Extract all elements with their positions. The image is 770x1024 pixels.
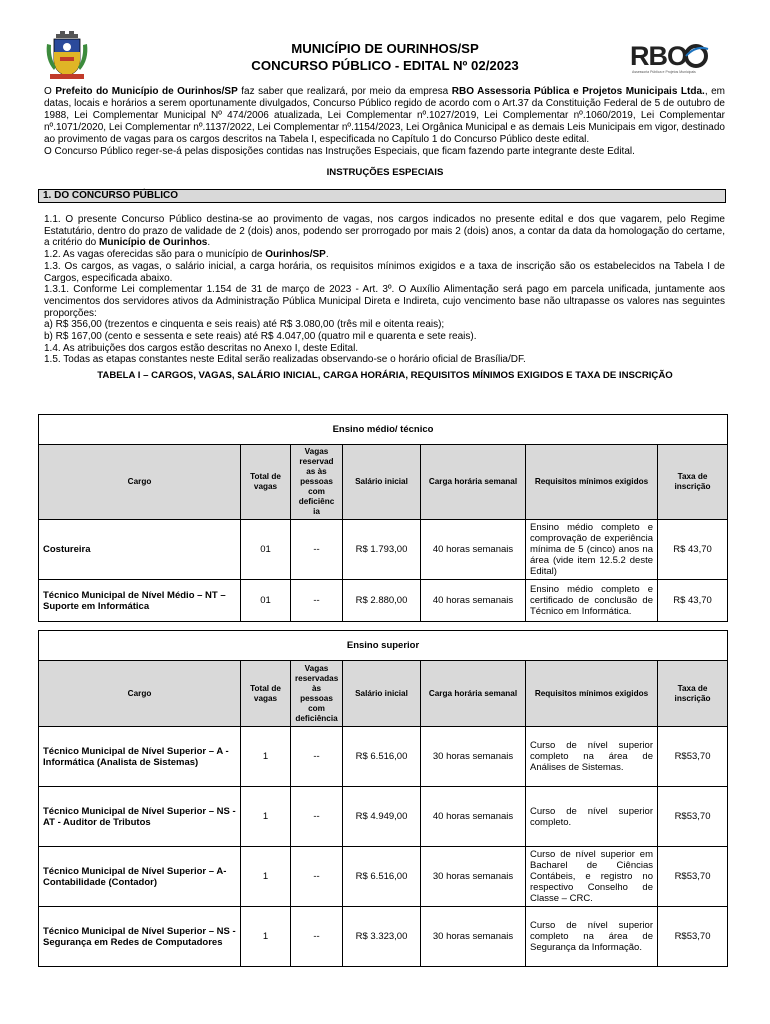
table-caption: Ensino superior bbox=[39, 631, 728, 661]
cell-taxa: R$53,70 bbox=[658, 847, 728, 907]
table-caption: Ensino médio/ técnico bbox=[39, 415, 728, 445]
cell-carga: 40 horas semanais bbox=[421, 580, 526, 622]
intro-paragraph-2: O Concurso Público reger-se-á pelas disposições contidas nas Instruções Especiais, que ficam fazendo parte integrante deste Edital. bbox=[44, 146, 635, 158]
cell-salario: R$ 6.516,00 bbox=[343, 727, 421, 787]
cell-reservadas: -- bbox=[291, 787, 343, 847]
cell-total: 1 bbox=[241, 787, 291, 847]
cell-requisitos: Ensino médio completo e comprovação de experiência mínima de 5 (cinco) anos na área (vide item 12.5.2 deste Edital) bbox=[526, 520, 658, 580]
table-row bbox=[39, 787, 728, 847]
table-row bbox=[39, 907, 728, 967]
cell-requisitos: Curso de nível superior completo na área de Análises de Sistemas. bbox=[526, 727, 658, 787]
intro-text bbox=[44, 86, 725, 159]
cell-taxa: R$ 43,70 bbox=[658, 580, 728, 622]
cell-total: 01 bbox=[241, 580, 291, 622]
cell-requisitos: Ensino médio completo e certificado de conclusão de Técnico em Informática. bbox=[526, 580, 658, 622]
cell-taxa: R$53,70 bbox=[658, 727, 728, 787]
instrucoes-title: INSTRUÇÕES ESPECIAIS bbox=[326, 167, 444, 178]
cell-carga: 30 horas semanais bbox=[421, 727, 526, 787]
paragraph-1-2: 1.2. As vagas oferecidas são para o município de Ourinhos/SP. bbox=[44, 249, 329, 261]
intro-paragraph-1: O Prefeito do Município de Ourinhos/SP faz saber que realizará, por meio da empresa RBO Assessoria Pública e Projetos Municipais Ltda., em datas, locais e horários a serem oportunamente divulgados, Concurso Público regido de acordo com o Art.37 da Constituição Federal de 5 de outubro de 1988, Lei Complementar Municipal Nº 474/2006 atualizada, Lei Complementar nº.1027/2019, Lei Complementar nº.1060/2019, Lei Complementar nº.1071/2020, Lei Complementar nº.1137/2022, Lei Complementar nº.1154/2023, Lei Orgânica Municipal e as demais Leis Municipais em vigor, destinado ao provimento de vagas para os cargos descritos na Tabela I, especificada no Capítulo 1 do Concurso Público deste edital. bbox=[44, 86, 726, 146]
header-municipality: MUNICÍPIO DE OURINHOS/SP bbox=[291, 41, 479, 56]
cell-salario: R$ 6.516,00 bbox=[343, 847, 421, 907]
cell-reservadas: -- bbox=[291, 847, 343, 907]
section-1-title: 1. DO CONCURSO PÚBLICO bbox=[38, 189, 726, 203]
cell-salario: R$ 4.949,00 bbox=[343, 787, 421, 847]
col-header: Requisitos mínimos exigidos bbox=[526, 445, 658, 520]
col-header: Vagas reservadas às pessoas com deficiência bbox=[291, 661, 343, 727]
table-row bbox=[39, 847, 728, 907]
col-header: Total de vagas bbox=[241, 661, 291, 727]
paragraph-1-1: 1.1. O presente Concurso Público destina-se ao provimento de vagas, nos cargos indicados no presente edital e dos que vagarem, pelo Regime Estatutário, dentro do prazo de validade de 2 (dois) anos, podendo ser prorrogado por mais 2 (dois) anos, a contar da data da homologação do certame, a critério do Município de Ourinhos. bbox=[44, 214, 725, 249]
cell-reservadas: -- bbox=[291, 580, 343, 622]
svg-text:Assessoria Pública e Projetos: Assessoria Pública e Projetos Municipais bbox=[632, 70, 696, 74]
cell-taxa: R$ 43,70 bbox=[658, 520, 728, 580]
col-header: Total de vagas bbox=[241, 445, 291, 520]
table-ensino-superior bbox=[38, 630, 728, 967]
cell-carga: 30 horas semanais bbox=[421, 847, 526, 907]
cell-taxa: R$53,70 bbox=[658, 787, 728, 847]
cell-reservadas: -- bbox=[291, 727, 343, 787]
header-edital-title: CONCURSO PÚBLICO - EDITAL Nº 02/2023 bbox=[251, 58, 519, 73]
col-header: Salário inicial bbox=[343, 661, 421, 727]
cell-requisitos: Curso de nível superior completo na área de Segurança da Informação. bbox=[526, 907, 658, 967]
section-1-body bbox=[44, 214, 725, 366]
cell-salario: R$ 3.323,00 bbox=[343, 907, 421, 967]
col-header: Cargo bbox=[39, 445, 241, 520]
table-row bbox=[39, 580, 728, 622]
cell-reservadas: -- bbox=[291, 907, 343, 967]
cell-cargo: Técnico Municipal de Nível Superior – NS - AT - Auditor de Tributos bbox=[39, 787, 241, 847]
cell-total: 1 bbox=[241, 727, 291, 787]
paragraph-1-3: 1.3. Os cargos, as vagas, o salário inicial, a carga horária, os requisitos mínimos exigidos e a taxa de inscrição são os estabelecidos na Tabela I de Cargos, especificada abaixo. bbox=[44, 260, 725, 284]
cell-total: 01 bbox=[241, 520, 291, 580]
col-header: Requisitos mínimos exigidos bbox=[526, 661, 658, 727]
cell-requisitos: Curso de nível superior completo. bbox=[526, 787, 658, 847]
cell-total: 1 bbox=[241, 907, 291, 967]
cell-total: 1 bbox=[241, 847, 291, 907]
cell-cargo: Técnico Municipal de Nível Médio – NT – Suporte em Informática bbox=[39, 580, 241, 622]
paragraph-1-5: 1.5. Todas as etapas constantes neste Edital serão realizadas observando-se o horário oficial de Brasília/DF. bbox=[44, 354, 526, 366]
table-row bbox=[39, 727, 728, 787]
paragraph-item-b: b) R$ 167,00 (cento e sessenta e sete reais) até R$ 4.047,00 (quatro mil e quarenta e sete reais). bbox=[44, 331, 477, 343]
cell-cargo: Técnico Municipal de Nível Superior – A- Contabilidade (Contador) bbox=[39, 847, 241, 907]
cell-requisitos: Curso de nível superior em Bacharel de Ciências Contábeis, e registro no respectivo Conselho de Classe – CRC. bbox=[526, 847, 658, 907]
cell-carga: 40 horas semanais bbox=[421, 520, 526, 580]
col-header: Carga horária semanal bbox=[421, 445, 526, 520]
col-header: Cargo bbox=[39, 661, 241, 727]
col-header: Vagas reservad as às pessoas com deficiênc ia bbox=[291, 445, 343, 520]
paragraph-1-3-1: 1.3.1. Conforme Lei complementar 1.154 de 31 de março de 2023 - Art. 3º. O Auxílio Alimentação será pago em parcela unificada, juntamente aos vencimentos dos servidores ativos da Administração Pública Municipal Direta e Indireta, cujo vencimento base não ultrapasse os valores nas seguintes proporções: bbox=[44, 284, 725, 319]
cell-carga: 30 horas semanais bbox=[421, 907, 526, 967]
cell-cargo: Costureira bbox=[39, 520, 241, 580]
tabela-title: TABELA I – CARGOS, VAGAS, SALÁRIO INICIAL, CARGA HORÁRIA, REQUISITOS MÍNIMOS EXIGIDOS E TAXA DE INSCRIÇÃO bbox=[97, 370, 673, 381]
col-header: Taxa de inscrição bbox=[658, 445, 728, 520]
cell-cargo: Técnico Municipal de Nível Superior – A - Informática (Analista de Sistemas) bbox=[39, 727, 241, 787]
col-header: Salário inicial bbox=[343, 445, 421, 520]
cell-cargo: Técnico Municipal de Nível Superior – NS - Segurança em Redes de Computadores bbox=[39, 907, 241, 967]
paragraph-item-a: a) R$ 356,00 (trezentos e cinquenta e seis reais) até R$ 3.080,00 (três mil e oitenta reais); bbox=[44, 319, 445, 331]
rbo-logo bbox=[628, 40, 712, 76]
col-header: Carga horária semanal bbox=[421, 661, 526, 727]
paragraph-1-4: 1.4. As atribuições dos cargos estão descritas no Anexo I, deste Edital. bbox=[44, 342, 359, 354]
table-ensino-medio bbox=[38, 414, 728, 622]
cell-taxa: R$53,70 bbox=[658, 907, 728, 967]
cell-salario: R$ 2.880,00 bbox=[343, 580, 421, 622]
cell-reservadas: -- bbox=[291, 520, 343, 580]
table-row bbox=[39, 520, 728, 580]
col-header: Taxa de inscrição bbox=[658, 661, 728, 727]
cell-salario: R$ 1.793,00 bbox=[343, 520, 421, 580]
svg-text:RBO: RBO bbox=[630, 41, 687, 71]
cell-carga: 40 horas semanais bbox=[421, 787, 526, 847]
